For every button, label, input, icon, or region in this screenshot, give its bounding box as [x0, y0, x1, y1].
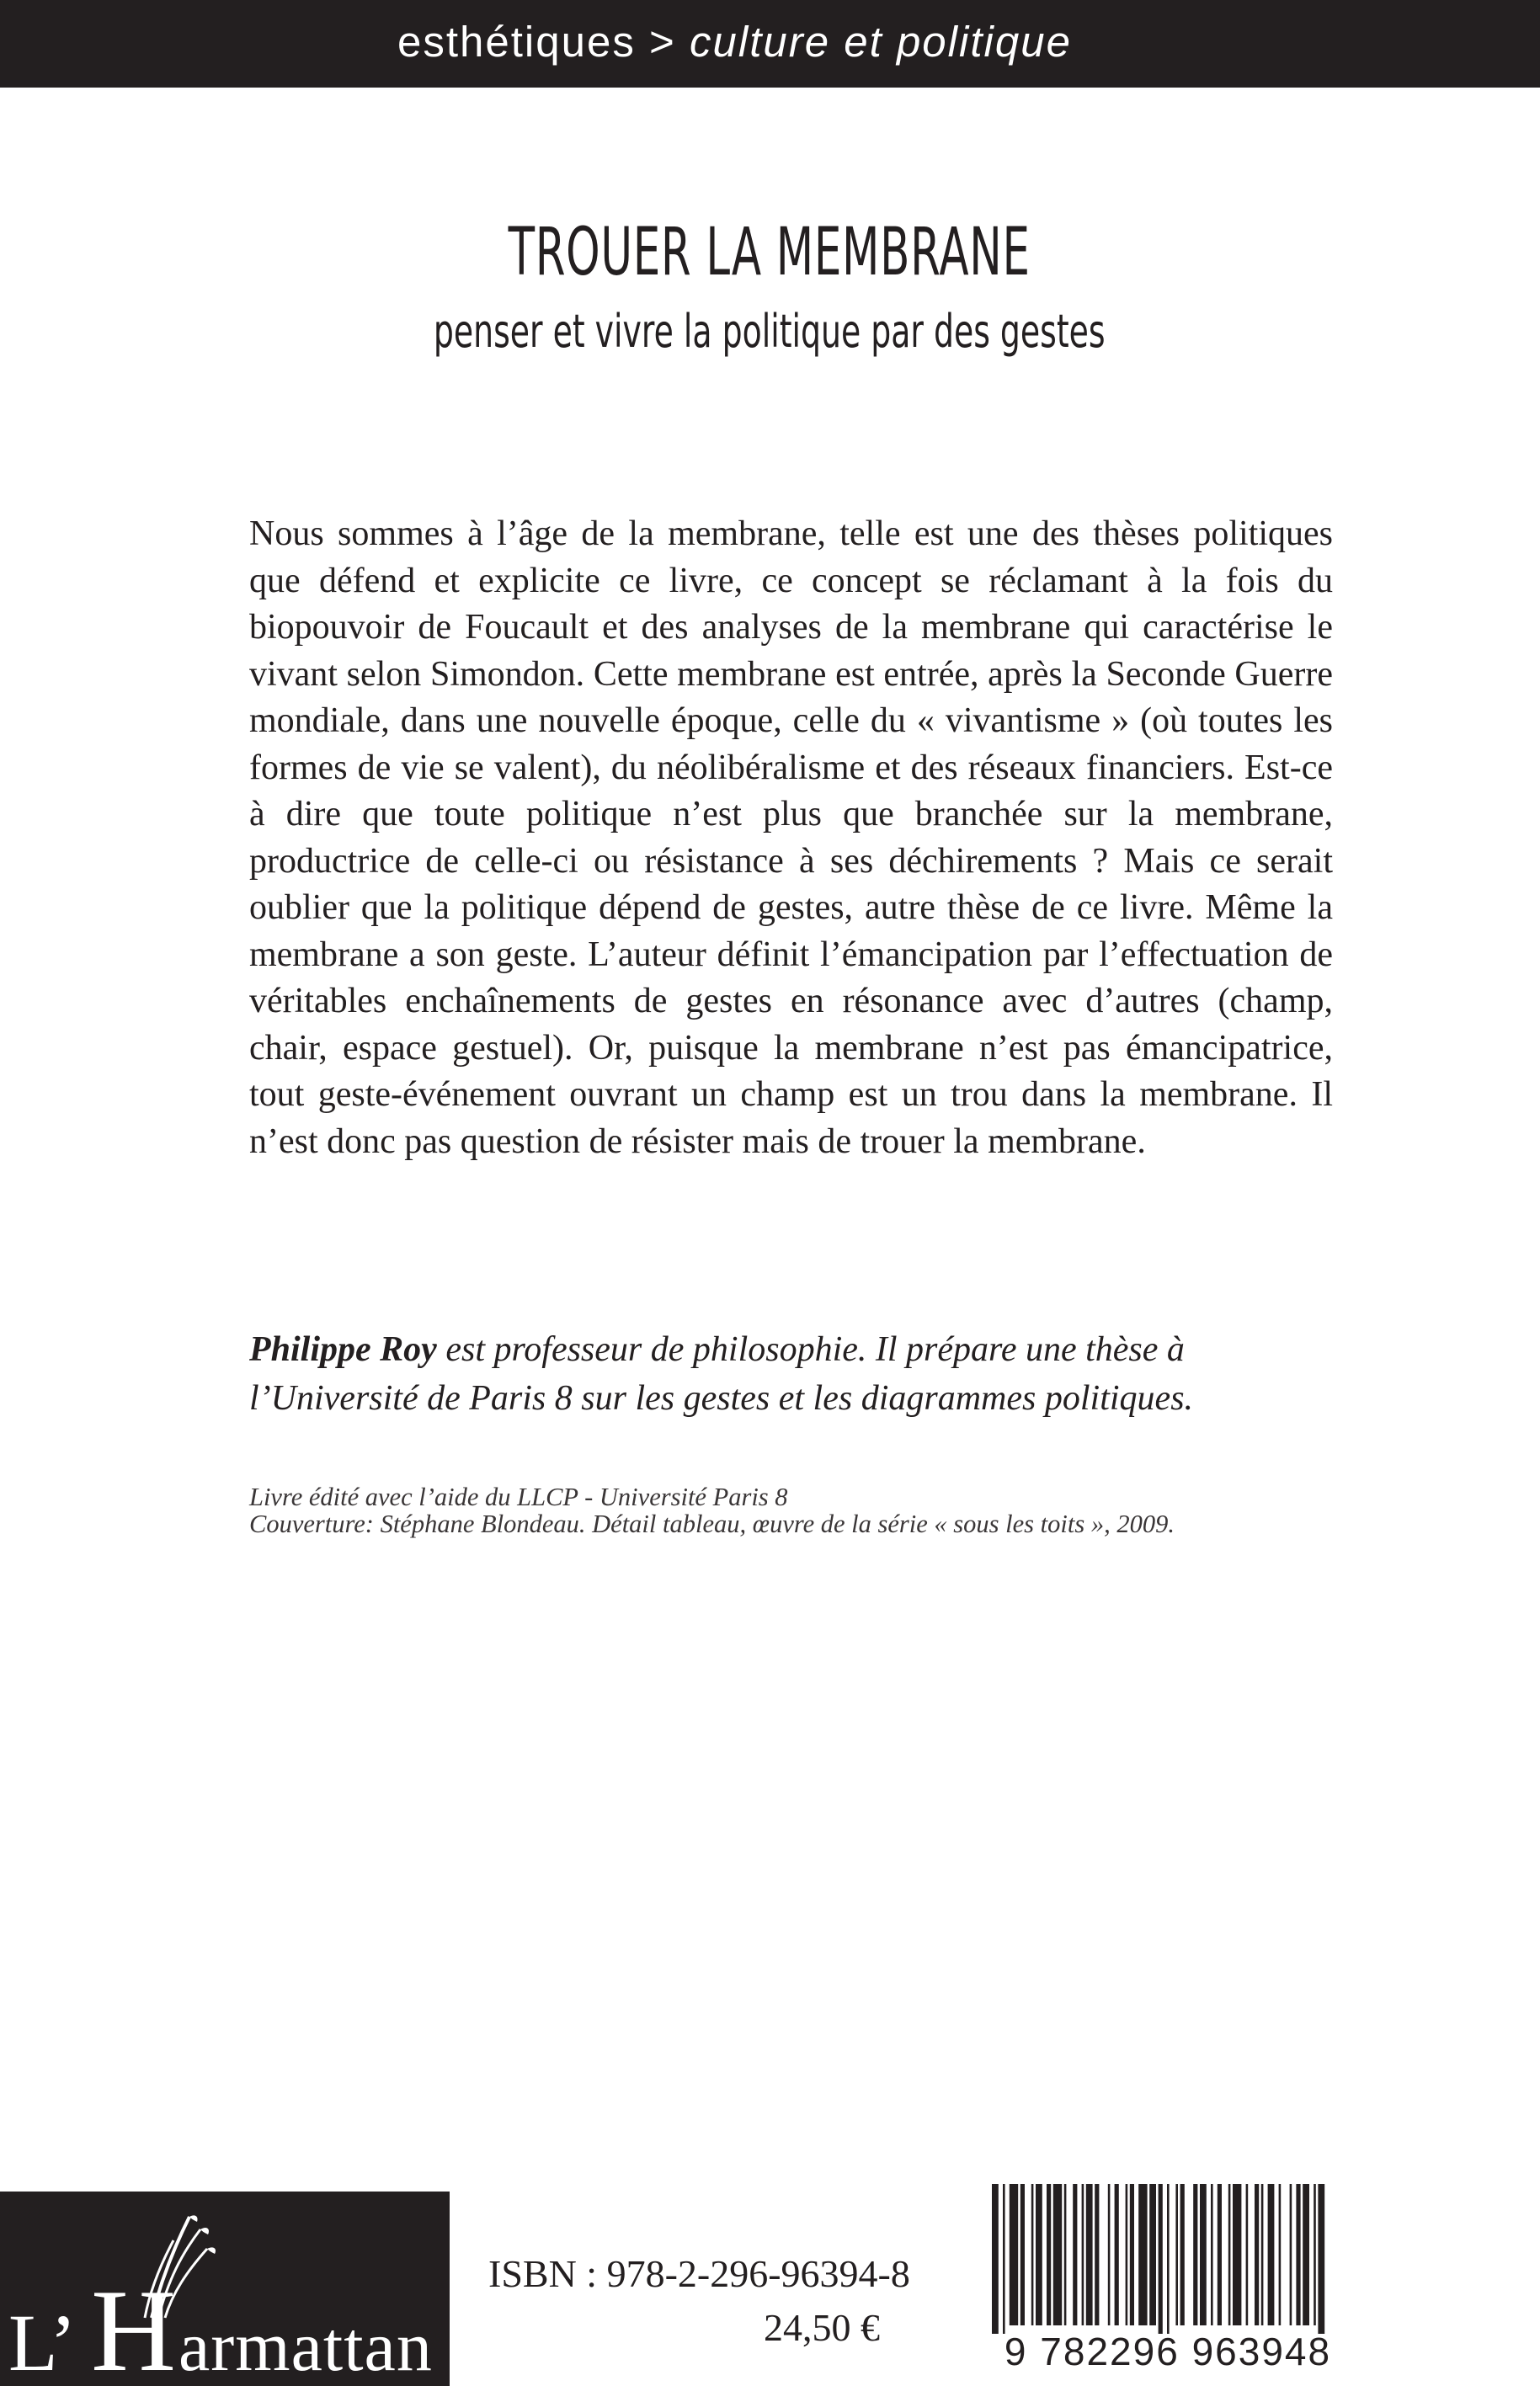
barcode-bar — [1200, 2184, 1207, 2325]
barcode-bar — [1246, 2184, 1249, 2325]
barcode-bar — [1233, 2184, 1241, 2325]
barcode — [985, 2179, 1351, 2377]
barcode-bar — [1167, 2184, 1170, 2334]
author-description: est professeur de philosophie. Il prépare une thèse à l’Université de Paris 8 sur les gestes et les diagrammes politiques. — [249, 1330, 1194, 1418]
book-subtitle: penser et vivre la politique par des gestes — [433, 305, 1106, 358]
harmattan-logo-icon — [0, 2192, 450, 2386]
barcode-bar — [1064, 2184, 1067, 2325]
barcode-bar — [1296, 2184, 1300, 2325]
barcode-bar — [1290, 2184, 1292, 2325]
credits — [249, 1483, 1344, 1537]
barcode-bar — [1211, 2184, 1213, 2325]
barcode-bar — [1108, 2184, 1111, 2325]
price: 24,50 € — [764, 2306, 880, 2349]
blurb-paragraph: Nous sommes à l’âge de la membrane, telle est une des thèses politiques que défend et explicite ce livre, ce concept se réclamant à la fois du biopouvoir de Foucault et des analyses de la membrane qui caractérise le vivant selon Simondon. Cette membrane est entrée, après la Seconde Guerre mondiale, dans une nouvelle époque, celle du « vivantisme » (où toutes les formes de vie se valent), du néolibéralisme et des réseaux financiers. Est-ce à dire que toute politique n’est plus que branchée sur la membrane, productrice de celle-ci ou résistance à ses déchirements ? Mais ce serait oublier que la politique dépend de gestes, autre thèse de ce livre. Même la membrane a son geste. L’auteur définit l’émancipation par l’effectuation de véritables enchaînements de gestes en résonance avec d’autres (champ, chair, espace gestuel). Or, puisque la membrane n’est pas émancipatrice, tout geste-événement ouvrant un champ est un trou dans la membrane. Il n’est donc pas question de résister mais de trouer la membrane. — [249, 514, 1333, 1161]
collection-name: culture et politique — [690, 18, 1072, 66]
barcode-bar — [1261, 2184, 1264, 2325]
barcode-bar — [1138, 2184, 1147, 2325]
author-bio — [249, 1325, 1335, 1423]
barcode-digits: 9 782296 963948 — [1004, 2330, 1332, 2373]
barcode-bar — [1193, 2184, 1197, 2325]
publisher-logo-block — [0, 2192, 450, 2386]
barcode-bar — [1115, 2184, 1119, 2325]
barcode-bar — [1095, 2184, 1099, 2325]
barcode-bar — [1175, 2184, 1178, 2325]
isbn-number: ISBN : 978-2-296-96394-8 — [488, 2252, 910, 2295]
barcode-bar — [1314, 2184, 1316, 2325]
barcode-bar — [1318, 2184, 1324, 2334]
barcode-bar — [1036, 2184, 1042, 2325]
series-header-band — [0, 0, 1540, 88]
barcode-bar — [992, 2184, 999, 2334]
barcode-bar — [1082, 2184, 1084, 2325]
barcode-bar — [1073, 2184, 1077, 2325]
barcode-bar — [1130, 2184, 1134, 2325]
barcode-bar — [1268, 2184, 1275, 2325]
barcode-bar — [1126, 2184, 1128, 2325]
credits-line-2: Couverture: Stéphane Blondeau. Détail tableau, œuvre de la série « sous les toits », 2009. — [249, 1510, 1175, 1538]
barcode-bar — [1047, 2184, 1051, 2325]
barcode-bar — [1003, 2184, 1005, 2334]
svg-text:H: H — [91, 2266, 177, 2386]
barcode-bar — [1149, 2184, 1156, 2325]
barcode-bar — [1031, 2184, 1034, 2325]
series-name: esthétiques — [397, 18, 636, 66]
barcode-bar — [1303, 2184, 1309, 2325]
series-line — [397, 17, 1072, 67]
barcode-bar — [1053, 2184, 1062, 2325]
book-title: TROUER LA MEMBRANE — [508, 215, 1031, 290]
series-separator: > — [649, 18, 676, 66]
barcode-bar — [1218, 2184, 1222, 2325]
barcode-bar — [1010, 2184, 1018, 2325]
svg-text:armattan: armattan — [179, 2308, 433, 2386]
svg-text:L’: L’ — [8, 2298, 76, 2386]
author-name: Philippe Roy — [249, 1330, 437, 1369]
barcode-bar — [1279, 2184, 1282, 2325]
barcode-bar — [1255, 2184, 1259, 2325]
credits-line-1: Livre édité avec l’aide du LLCP - Université Paris 8 — [249, 1483, 788, 1511]
barcode-bar — [1020, 2184, 1025, 2325]
barcode-bar — [1180, 2184, 1185, 2325]
barcode-bar — [1159, 2184, 1163, 2334]
barcode-bar — [1228, 2184, 1231, 2325]
barcode-bar — [1086, 2184, 1093, 2325]
